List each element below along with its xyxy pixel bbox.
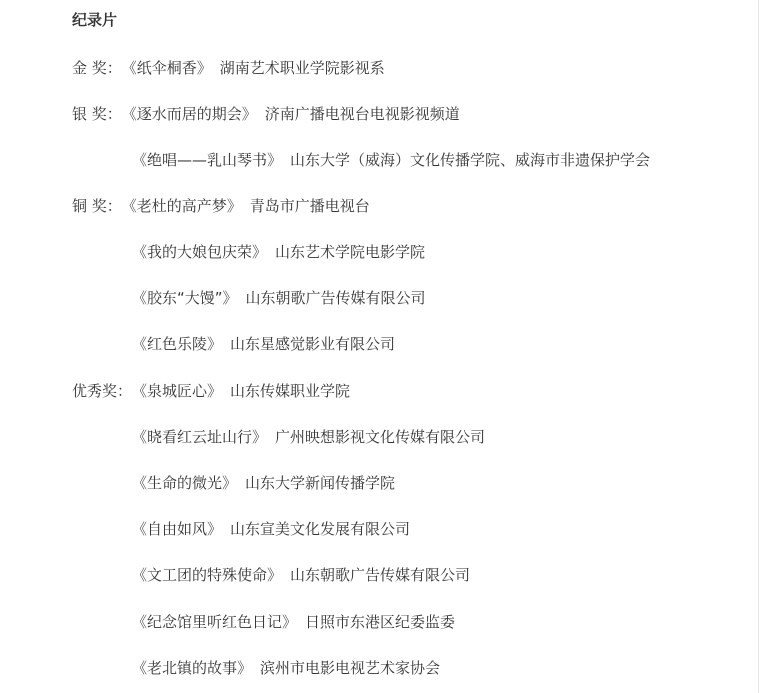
award-entry-excellence bbox=[132, 564, 470, 586]
right-border-rule bbox=[758, 0, 759, 693]
work-title: 《文工团的特殊使命》 bbox=[132, 566, 283, 584]
organization: 山东朝歌广告传媒有限公司 bbox=[290, 566, 471, 584]
work-title: 《绝唱——乳山琴书》 bbox=[132, 151, 283, 169]
work-title: 《纸伞桐香》 bbox=[121, 59, 212, 77]
work-title: 《泉城匠心》 bbox=[132, 382, 223, 400]
award-entry-excellence bbox=[132, 472, 395, 494]
organization: 滨州市电影电视艺术家协会 bbox=[260, 659, 441, 677]
organization: 青岛市广播电视台 bbox=[249, 197, 370, 215]
organization: 济南广播电视台电视影视频道 bbox=[264, 105, 460, 123]
organization: 山东朝歌广告传媒有限公司 bbox=[245, 289, 426, 307]
award-label: 优秀奖： bbox=[72, 382, 133, 400]
award-entry-bronze bbox=[132, 287, 426, 309]
organization: 广州映想影视文化传媒有限公司 bbox=[275, 428, 486, 446]
award-entry-gold bbox=[72, 57, 385, 79]
work-title: 《老北镇的故事》 bbox=[132, 659, 253, 677]
work-title: 《晓看红云址山行》 bbox=[132, 428, 268, 446]
award-entry-excellence bbox=[72, 380, 350, 402]
organization: 山东大学（威海）文化传播学院、威海市非遗保护学会 bbox=[290, 151, 651, 169]
work-title: 《生命的微光》 bbox=[132, 474, 238, 492]
award-label: 银 奖： bbox=[72, 105, 122, 123]
work-title: 《纪念馆里听红色日记》 bbox=[132, 613, 298, 631]
award-entry-excellence bbox=[132, 518, 410, 540]
award-entry-bronze bbox=[132, 241, 425, 263]
work-title: 《自由如风》 bbox=[132, 520, 223, 538]
award-entry-excellence bbox=[132, 657, 440, 679]
organization: 日照市东港区纪委监委 bbox=[305, 613, 456, 631]
award-entry-excellence bbox=[132, 426, 485, 448]
award-entry-excellence bbox=[132, 611, 455, 633]
organization: 湖南艺术职业学院影视系 bbox=[219, 59, 385, 77]
section-heading: 纪录片 bbox=[72, 11, 118, 29]
work-title: 《红色乐陵》 bbox=[132, 335, 223, 353]
award-entry-bronze bbox=[132, 333, 395, 355]
award-entry-bronze bbox=[72, 195, 370, 217]
organization: 山东大学新闻传播学院 bbox=[245, 474, 396, 492]
work-title: 《我的大娘包庆荣》 bbox=[132, 243, 268, 261]
organization: 山东传媒职业学院 bbox=[230, 382, 351, 400]
award-entry-silver bbox=[132, 149, 650, 171]
organization: 山东星感觉影业有限公司 bbox=[230, 335, 396, 353]
award-entry-silver bbox=[72, 103, 460, 125]
organization: 山东宣美文化发展有限公司 bbox=[230, 520, 411, 538]
award-label: 铜 奖： bbox=[72, 197, 122, 215]
work-title: 《逐水而居的期会》 bbox=[121, 105, 257, 123]
work-title: 《胶东“大馒”》 bbox=[132, 289, 238, 307]
organization: 山东艺术学院电影学院 bbox=[275, 243, 426, 261]
work-title: 《老杜的高产梦》 bbox=[121, 197, 242, 215]
award-label: 金 奖： bbox=[72, 59, 122, 77]
